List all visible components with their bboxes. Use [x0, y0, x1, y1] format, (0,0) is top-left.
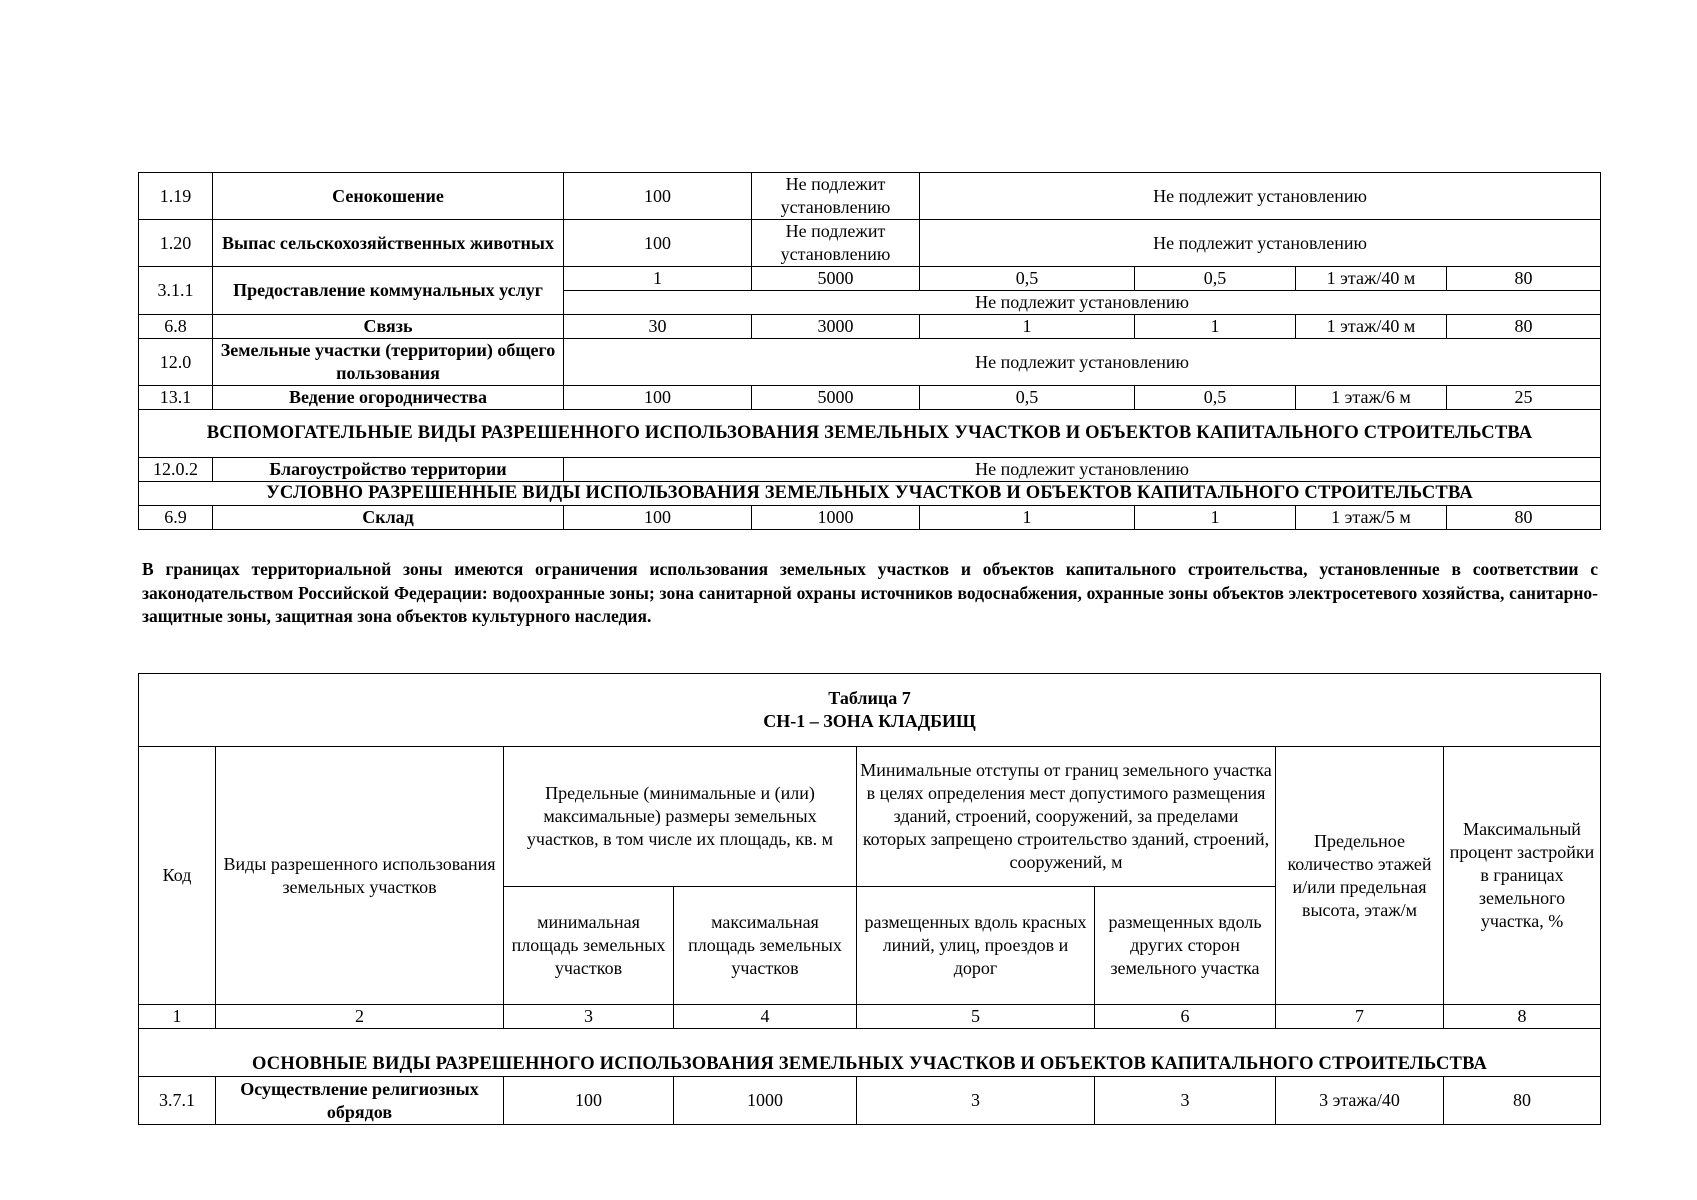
header-row [139, 747, 1601, 887]
cemetery-zone-table [138, 673, 1601, 1125]
offset-other-cell: 1 [1135, 315, 1296, 339]
table-number: Таблица 7 [828, 688, 911, 708]
min-area-cell: 30 [564, 315, 752, 339]
code-cell: 6.8 [139, 315, 213, 339]
header-code: Код [139, 747, 216, 1005]
merged-value-cell: Не подлежит установлению [564, 291, 1601, 315]
floors-cell: 3 этажа/40 [1276, 1077, 1444, 1125]
column-number: 1 [139, 1005, 216, 1029]
floors-cell: 1 этаж/6 м [1296, 386, 1447, 410]
section-row [139, 482, 1601, 506]
percent-cell: 80 [1447, 267, 1601, 291]
max-area-cell: 3000 [752, 315, 920, 339]
min-area-cell: 100 [564, 220, 752, 267]
kind-cell: Выпас сельскохозяйственных животных [213, 220, 564, 267]
offset-red-lines-cell: 3 [857, 1077, 1095, 1125]
max-area-cell: Не подлежит установлению [752, 220, 920, 267]
column-numbers-row [139, 1005, 1601, 1029]
floors-cell: 1 этаж/5 м [1296, 506, 1447, 530]
code-cell: 1.19 [139, 173, 213, 220]
merged-value-cell: Не подлежит установлению [564, 339, 1601, 386]
column-number: 7 [1276, 1005, 1444, 1029]
kind-cell: Сенокошение [213, 173, 564, 220]
min-area-cell: 100 [564, 386, 752, 410]
offset-red-lines-cell: 0,5 [920, 267, 1135, 291]
percent-cell: 80 [1444, 1077, 1601, 1125]
table-row [139, 386, 1601, 410]
section-heading: ОСНОВНЫЕ ВИДЫ РАЗРЕШЕННОГО ИСПОЛЬЗОВАНИЯ ЗЕМЕЛЬНЫХ УЧАСТКОВ И ОБЪЕКТОВ КАПИТАЛЬНОГО СТРОИТЕЛЬСТВА [139, 1029, 1601, 1077]
min-area-cell: 100 [564, 173, 752, 220]
column-number: 5 [857, 1005, 1095, 1029]
merged-value-cell: Не подлежит установлению [920, 173, 1601, 220]
floors-cell: 1 этаж/40 м [1296, 267, 1447, 291]
code-cell: 3.7.1 [139, 1077, 216, 1125]
kind-cell: Благоустройство территории [213, 458, 564, 482]
header-kind: Виды разрешенного использования земельных участков [216, 747, 504, 1005]
section-row [139, 1029, 1601, 1077]
kind-cell: Ведение огородничества [213, 386, 564, 410]
caption-row [139, 674, 1601, 747]
column-number: 8 [1444, 1005, 1601, 1029]
min-area-cell: 1 [564, 267, 752, 291]
kind-cell: Земельные участки (территории) общего пользования [213, 339, 564, 386]
header-max-area: максимальная площадь земельных участков [674, 887, 857, 1005]
table-row [139, 1077, 1601, 1125]
merged-value-cell: Не подлежит установлению [564, 458, 1601, 482]
max-area-cell: 5000 [752, 386, 920, 410]
column-number: 6 [1095, 1005, 1276, 1029]
header-along-other: размещенных вдоль других сторон земельного участка [1095, 887, 1276, 1005]
section-heading: ВСПОМОГАТЕЛЬНЫЕ ВИДЫ РАЗРЕШЕННОГО ИСПОЛЬЗОВАНИЯ ЗЕМЕЛЬНЫХ УЧАСТКОВ И ОБЪЕКТОВ КАПИТАЛЬНОГО СТРОИТЕЛЬСТВА [139, 410, 1601, 458]
restrictions-note: В границах территориальной зоны имеются ограничения использования земельных участков и объектов капитального строительства, установленные в соответствии с законодательством Российской Федерации: водоохранные зоны; зона санитарной охраны источников водоснабжения, охранные зоны объектов электросетевого хозяйства, санитарно-защитные зоны, защитная зона объектов культурного наследия. [142, 559, 1598, 626]
land-use-table-continuation [138, 172, 1601, 530]
percent-cell: 80 [1447, 506, 1601, 530]
table-row [139, 267, 1601, 291]
code-cell: 13.1 [139, 386, 213, 410]
min-area-cell: 100 [504, 1077, 674, 1125]
table-row [139, 506, 1601, 530]
header-floors: Предельное количество этажей и/или предельная высота, этаж/м [1276, 747, 1444, 1005]
floors-cell: 1 этаж/40 м [1296, 315, 1447, 339]
max-area-cell: 5000 [752, 267, 920, 291]
offset-red-lines-cell: 1 [920, 506, 1135, 530]
offset-other-cell: 3 [1095, 1077, 1276, 1125]
offset-other-cell: 0,5 [1135, 386, 1296, 410]
table-row [139, 173, 1601, 220]
code-cell: 12.0.2 [139, 458, 213, 482]
merged-value-cell: Не подлежит установлению [920, 220, 1601, 267]
code-cell: 12.0 [139, 339, 213, 386]
column-number: 2 [216, 1005, 504, 1029]
table-caption [139, 674, 1601, 747]
offset-red-lines-cell: 0,5 [920, 386, 1135, 410]
header-sizes: Предельные (минимальные и (или) максимальные) размеры земельных участков, в том числе их площадь, кв. м [504, 747, 857, 887]
column-number: 4 [674, 1005, 857, 1029]
min-area-cell: 100 [564, 506, 752, 530]
section-row [139, 410, 1601, 458]
table-row [139, 315, 1601, 339]
max-area-cell: 1000 [674, 1077, 857, 1125]
offset-other-cell: 1 [1135, 506, 1296, 530]
table-row [139, 458, 1601, 482]
code-cell: 6.9 [139, 506, 213, 530]
offset-red-lines-cell: 1 [920, 315, 1135, 339]
header-min-area: минимальная площадь земельных участков [504, 887, 674, 1005]
percent-cell: 25 [1447, 386, 1601, 410]
max-area-cell: Не подлежит установлению [752, 173, 920, 220]
section-heading: УСЛОВНО РАЗРЕШЕННЫЕ ВИДЫ ИСПОЛЬЗОВАНИЯ ЗЕМЕЛЬНЫХ УЧАСТКОВ И ОБЪЕКТОВ КАПИТАЛЬНОГО СТРОИТЕЛЬСТВА [139, 482, 1601, 506]
percent-cell: 80 [1447, 315, 1601, 339]
offset-other-cell: 0,5 [1135, 267, 1296, 291]
column-number: 3 [504, 1005, 674, 1029]
code-cell: 1.20 [139, 220, 213, 267]
table-row [139, 220, 1601, 267]
max-area-cell: 1000 [752, 506, 920, 530]
kind-cell: Предоставление коммунальных услуг [213, 267, 564, 315]
header-offsets: Минимальные отступы от границ земельного участка в целях определения мест допустимого размещения зданий, строений, сооружений, за пределами которых запрещено строительство зданий, строений, сооружений, м [857, 747, 1276, 887]
table-row [139, 339, 1601, 386]
header-along-red-lines: размещенных вдоль красных линий, улиц, проездов и дорог [857, 887, 1095, 1005]
table-title: СН-1 – ЗОНА КЛАДБИЩ [763, 711, 976, 731]
header-percent: Максимальный процент застройки в границах земельного участка, % [1444, 747, 1601, 1005]
kind-cell: Осуществление религиозных обрядов [216, 1077, 504, 1125]
kind-cell: Связь [213, 315, 564, 339]
kind-cell: Склад [213, 506, 564, 530]
code-cell: 3.1.1 [139, 267, 213, 315]
